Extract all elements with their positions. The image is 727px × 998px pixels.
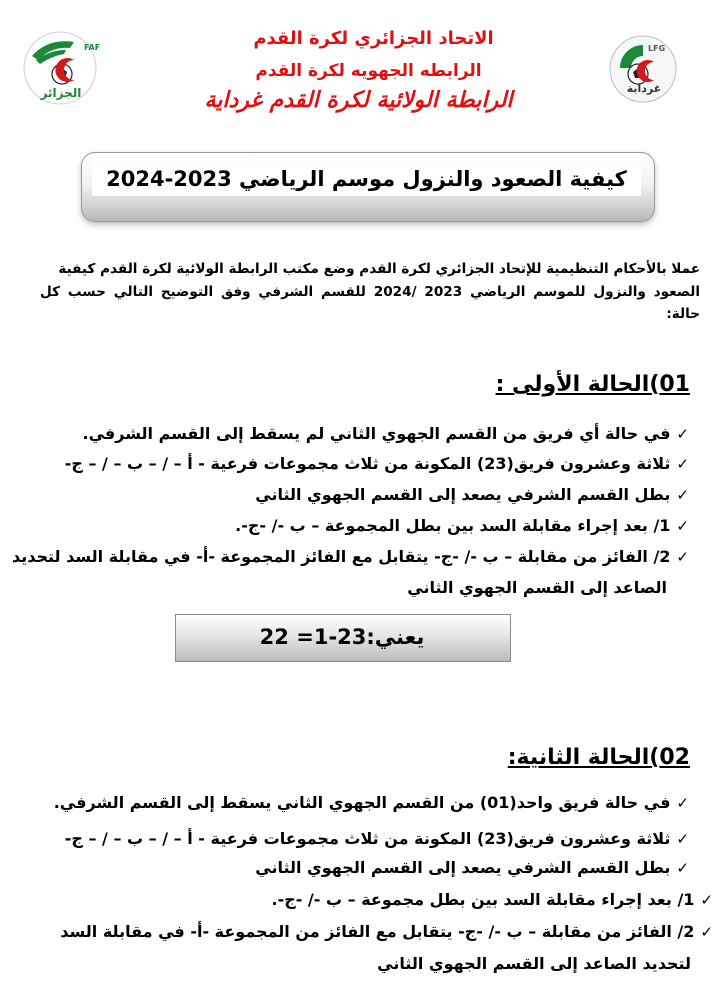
case1-item-text: بطل القسم الشرفي يصعد إلى القسم الجهوي الثاني xyxy=(255,485,671,504)
case1-item-text: في حالة أي فريق من القسم الجهوي الثاني لم يسقط إلى القسم الشرفي. xyxy=(82,424,671,443)
faf-logo-mark: FAF xyxy=(84,43,101,52)
case2-item-text: ثلاثة وعشرون فريق(23) المكونة من ثلاث مجموعات فرعية - أ – / – ب – / – ج- xyxy=(64,829,671,848)
header-federation: الاتحاد الجزائري لكرة القدم xyxy=(253,28,494,49)
case2-item-text: 1/ بعد إجراء مقابلة السد بين بطل مجموعة – ب -/ -ج-. xyxy=(271,890,695,909)
case2-item-text: بطل القسم الشرفي يصعد إلى القسم الجهوي الثاني xyxy=(255,858,671,877)
header-wilaya-league: الرابطة الولائية لكرة القدم غرداية xyxy=(204,88,513,113)
check-icon: ✓ xyxy=(676,858,689,877)
check-icon: ✓ xyxy=(676,516,689,535)
check-icon: ✓ xyxy=(676,547,689,566)
case2-item-5 xyxy=(60,922,713,941)
formula-text: يعني:23-1= 22 xyxy=(259,625,425,649)
case1-item-text: 2/ الفائز من مقابلة – ب -/ -ج- يتقابل مع الفائز المجموعة -أ- في مقابلة السد لتحديد xyxy=(12,547,671,566)
case1-item-1 xyxy=(83,424,689,443)
case2-item-text: 2/ الفائز من مقابلة – ب -/ -ج- يتقابل مع الفائز من المجموعة -أ- في مقابلة السد xyxy=(60,922,695,941)
case1-item-3 xyxy=(255,485,689,504)
page-title: كيفية الصعود والنزول موسم الرياضي 2023-2024 xyxy=(92,162,641,196)
case2-item-text: في حالة فريق واحد(01) من القسم الجهوي الثاني يسقط إلى القسم الشرفي. xyxy=(53,793,671,812)
case1-item-2 xyxy=(65,454,689,473)
case1-item-4 xyxy=(235,516,689,535)
check-icon: ✓ xyxy=(676,793,689,812)
faf-logo-label: الجزائر xyxy=(40,86,82,100)
check-icon: ✓ xyxy=(676,424,689,443)
check-icon: ✓ xyxy=(700,922,713,941)
lfg-logo-label: غرداية xyxy=(626,82,662,95)
check-icon: ✓ xyxy=(676,829,689,848)
intro-line-1: عملا بالأحكام التنظيمية للإتحاد الجزائري لكرة القدم وضع مكتب الرابطة الولائية لكرة القدم كيفية xyxy=(58,261,700,277)
check-icon: ✓ xyxy=(676,454,689,473)
case2-item-1 xyxy=(54,793,689,812)
case1-item-5 xyxy=(12,547,689,566)
case2-item-2 xyxy=(65,829,689,848)
check-icon: ✓ xyxy=(676,485,689,504)
lfg-logo-mark: LFG xyxy=(648,44,666,53)
case1-heading: 01)الحالة الأولى : xyxy=(495,372,690,397)
case2-heading: 02)الحالة الثانية: xyxy=(507,745,690,770)
check-icon: ✓ xyxy=(700,890,713,909)
case2-item-3 xyxy=(255,858,689,877)
case1-item-text: 1/ بعد إجراء مقابلة السد بين بطل المجموعة – ب -/ -ج-. xyxy=(235,516,671,535)
case1-continuation: الصاعد إلى القسم الجهوي الثاني xyxy=(407,578,667,597)
case2-item-4 xyxy=(271,890,713,909)
header-regional-league: الرابطه الجهويه لكرة القدم xyxy=(255,61,482,81)
case2-continuation: لتحديد الصاعد إلى القسم الجهوي الثاني xyxy=(377,954,691,973)
intro-line-2: الصعود والنزول للموسم الرياضي 2023 /2024 للقسم الشرفي وفق التوضيح التالي حسب كل حالة: xyxy=(40,284,700,322)
case1-item-text: ثلاثة وعشرون فريق(23) المكونة من ثلاث مجموعات فرعية - أ – / – ب – / – ج- xyxy=(64,454,671,473)
